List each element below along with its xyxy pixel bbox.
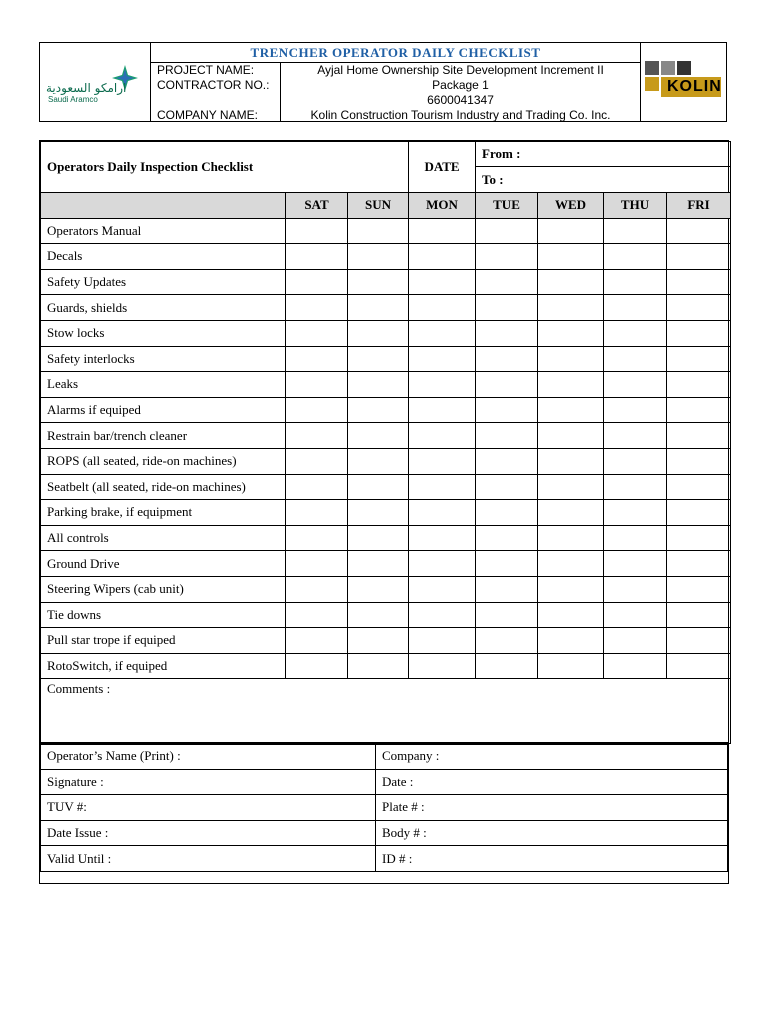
checklist-item-label: Restrain bar/trench cleaner bbox=[41, 423, 286, 449]
checklist-item-label: Decals bbox=[41, 244, 286, 270]
inspection-checklist bbox=[39, 140, 729, 745]
check-cell-tue[interactable] bbox=[476, 551, 538, 577]
checklist-item-row bbox=[41, 474, 731, 500]
check-cell-sat[interactable] bbox=[286, 551, 348, 577]
check-cell-tue[interactable] bbox=[476, 525, 538, 551]
check-cell-tue[interactable] bbox=[476, 295, 538, 321]
check-cell-tue[interactable] bbox=[476, 628, 538, 654]
check-cell-wed[interactable] bbox=[538, 295, 604, 321]
checklist-item-label: Steering Wipers (cab unit) bbox=[41, 576, 286, 602]
check-cell-mon[interactable] bbox=[409, 372, 476, 398]
check-cell-fri[interactable] bbox=[667, 602, 731, 628]
check-cell-tue[interactable] bbox=[476, 653, 538, 679]
check-cell-tue[interactable] bbox=[476, 448, 538, 474]
check-cell-sun[interactable] bbox=[348, 423, 409, 449]
checklist-item-row bbox=[41, 602, 731, 628]
check-cell-fri[interactable] bbox=[667, 269, 731, 295]
checklist-item-row bbox=[41, 500, 731, 526]
check-cell-thu[interactable] bbox=[604, 397, 667, 423]
comments-row bbox=[41, 679, 731, 744]
check-cell-wed[interactable] bbox=[538, 320, 604, 346]
check-cell-tue[interactable] bbox=[476, 423, 538, 449]
check-cell-sat[interactable] bbox=[286, 244, 348, 270]
check-cell-sun[interactable] bbox=[348, 525, 409, 551]
check-cell-sun[interactable] bbox=[348, 269, 409, 295]
day-header-blank bbox=[41, 193, 286, 219]
company-name-label: COMPANY NAME: bbox=[157, 108, 258, 122]
check-cell-thu[interactable] bbox=[604, 525, 667, 551]
check-cell-thu[interactable] bbox=[604, 346, 667, 372]
contractor-no-value: 6600041347 bbox=[427, 93, 494, 107]
check-cell-tue[interactable] bbox=[476, 397, 538, 423]
checklist-item-row bbox=[41, 448, 731, 474]
operator-detail-row bbox=[41, 769, 728, 795]
check-cell-fri[interactable] bbox=[667, 397, 731, 423]
check-cell-mon[interactable] bbox=[409, 269, 476, 295]
aramco-arabic-text: ارامكو السعودية bbox=[46, 81, 127, 95]
check-cell-tue[interactable] bbox=[476, 576, 538, 602]
check-cell-sun[interactable] bbox=[348, 244, 409, 270]
checklist-item-label: Stow locks bbox=[41, 320, 286, 346]
checklist-item-row bbox=[41, 525, 731, 551]
check-cell-fri[interactable] bbox=[667, 474, 731, 500]
checklist-item-row bbox=[41, 423, 731, 449]
check-cell-wed[interactable] bbox=[538, 372, 604, 398]
check-cell-sat[interactable] bbox=[286, 372, 348, 398]
check-cell-thu[interactable] bbox=[604, 295, 667, 321]
checklist-item-label: Parking brake, if equipment bbox=[41, 500, 286, 526]
operator-detail-field[interactable]: Company : bbox=[376, 744, 728, 770]
kolin-logo-text: KOLIN bbox=[667, 78, 722, 95]
date-label: DATE bbox=[409, 142, 476, 193]
operator-detail-row bbox=[41, 795, 728, 821]
check-cell-mon[interactable] bbox=[409, 602, 476, 628]
check-cell-tue[interactable] bbox=[476, 346, 538, 372]
check-cell-sat[interactable] bbox=[286, 576, 348, 602]
check-cell-thu[interactable] bbox=[604, 474, 667, 500]
check-cell-mon[interactable] bbox=[409, 576, 476, 602]
check-cell-thu[interactable] bbox=[604, 448, 667, 474]
comments-field[interactable]: Comments : bbox=[41, 679, 731, 744]
check-cell-sat[interactable] bbox=[286, 346, 348, 372]
checklist-item-label: All controls bbox=[41, 525, 286, 551]
check-cell-fri[interactable] bbox=[667, 576, 731, 602]
check-cell-sun[interactable] bbox=[348, 448, 409, 474]
operator-detail-field[interactable]: Body # : bbox=[376, 820, 728, 846]
check-cell-tue[interactable] bbox=[476, 602, 538, 628]
check-cell-sat[interactable] bbox=[286, 602, 348, 628]
checklist-item-label: RotoSwitch, if equiped bbox=[41, 653, 286, 679]
checklist-item-label: Alarms if equiped bbox=[41, 397, 286, 423]
day-header-tue: TUE bbox=[476, 193, 538, 219]
check-cell-wed[interactable] bbox=[538, 397, 604, 423]
check-cell-mon[interactable] bbox=[409, 628, 476, 654]
checklist-item-row bbox=[41, 295, 731, 321]
check-cell-fri[interactable] bbox=[667, 628, 731, 654]
check-cell-wed[interactable] bbox=[538, 653, 604, 679]
day-header-thu: THU bbox=[604, 193, 667, 219]
check-cell-wed[interactable] bbox=[538, 218, 604, 244]
check-cell-mon[interactable] bbox=[409, 295, 476, 321]
checklist-table bbox=[40, 141, 731, 744]
saudi-aramco-logo bbox=[40, 43, 151, 121]
check-cell-tue[interactable] bbox=[476, 500, 538, 526]
check-cell-wed[interactable] bbox=[538, 474, 604, 500]
checklist-item-row bbox=[41, 320, 731, 346]
check-cell-wed[interactable] bbox=[538, 269, 604, 295]
checklist-item-label: Leaks bbox=[41, 372, 286, 398]
check-cell-wed[interactable] bbox=[538, 628, 604, 654]
kolin-logo bbox=[641, 43, 726, 121]
check-cell-sat[interactable] bbox=[286, 320, 348, 346]
operator-detail-field[interactable]: ID # : bbox=[376, 846, 728, 872]
check-cell-mon[interactable] bbox=[409, 448, 476, 474]
check-cell-tue[interactable] bbox=[476, 474, 538, 500]
checklist-item-label: Pull star trope if equiped bbox=[41, 628, 286, 654]
day-header-fri: FRI bbox=[667, 193, 731, 219]
check-cell-mon[interactable] bbox=[409, 346, 476, 372]
check-cell-sat[interactable] bbox=[286, 500, 348, 526]
checklist-item-row bbox=[41, 244, 731, 270]
checklist-item-row bbox=[41, 653, 731, 679]
aramco-english-text: Saudi Aramco bbox=[48, 95, 98, 104]
document-header bbox=[39, 42, 727, 122]
check-cell-fri[interactable] bbox=[667, 295, 731, 321]
checklist-item-label: Safety interlocks bbox=[41, 346, 286, 372]
check-cell-mon[interactable] bbox=[409, 397, 476, 423]
checklist-item-row bbox=[41, 551, 731, 577]
check-cell-mon[interactable] bbox=[409, 218, 476, 244]
check-cell-sun[interactable] bbox=[348, 397, 409, 423]
check-cell-sat[interactable] bbox=[286, 269, 348, 295]
check-cell-tue[interactable] bbox=[476, 218, 538, 244]
check-cell-mon[interactable] bbox=[409, 244, 476, 270]
check-cell-thu[interactable] bbox=[604, 500, 667, 526]
check-cell-fri[interactable] bbox=[667, 653, 731, 679]
check-cell-wed[interactable] bbox=[538, 576, 604, 602]
check-cell-wed[interactable] bbox=[538, 525, 604, 551]
check-cell-mon[interactable] bbox=[409, 500, 476, 526]
checklist-item-row bbox=[41, 218, 731, 244]
checklist-item-row bbox=[41, 372, 731, 398]
operator-detail-field[interactable]: Plate # : bbox=[376, 795, 728, 821]
check-cell-sun[interactable] bbox=[348, 628, 409, 654]
checklist-item-label: Ground Drive bbox=[41, 551, 286, 577]
check-cell-wed[interactable] bbox=[538, 244, 604, 270]
check-cell-fri[interactable] bbox=[667, 551, 731, 577]
check-cell-tue[interactable] bbox=[476, 372, 538, 398]
project-name-value: Ayjal Home Ownership Site Development Increment II bbox=[317, 63, 604, 77]
operator-details bbox=[39, 742, 729, 884]
check-cell-thu[interactable] bbox=[604, 269, 667, 295]
check-cell-thu[interactable] bbox=[604, 372, 667, 398]
check-cell-thu[interactable] bbox=[604, 653, 667, 679]
check-cell-wed[interactable] bbox=[538, 500, 604, 526]
check-cell-thu[interactable] bbox=[604, 576, 667, 602]
check-cell-fri[interactable] bbox=[667, 500, 731, 526]
checklist-item-label: ROPS (all seated, ride-on machines) bbox=[41, 448, 286, 474]
check-cell-wed[interactable] bbox=[538, 551, 604, 577]
check-cell-sun[interactable] bbox=[348, 474, 409, 500]
operator-detail-row bbox=[41, 820, 728, 846]
operator-detail-row bbox=[41, 846, 728, 872]
operator-detail-field[interactable]: Valid Until : bbox=[41, 846, 376, 872]
check-cell-mon[interactable] bbox=[409, 474, 476, 500]
project-name-label: PROJECT NAME: bbox=[157, 63, 255, 77]
check-cell-sat[interactable] bbox=[286, 628, 348, 654]
check-cell-tue[interactable] bbox=[476, 269, 538, 295]
check-cell-fri[interactable] bbox=[667, 320, 731, 346]
check-cell-sat[interactable] bbox=[286, 448, 348, 474]
day-header-mon: MON bbox=[409, 193, 476, 219]
header-labels bbox=[151, 63, 281, 121]
check-cell-sat[interactable] bbox=[286, 525, 348, 551]
check-cell-thu[interactable] bbox=[604, 602, 667, 628]
day-header-sat: SAT bbox=[286, 193, 348, 219]
date-from-field[interactable]: From : bbox=[476, 142, 730, 167]
check-cell-fri[interactable] bbox=[667, 448, 731, 474]
check-cell-mon[interactable] bbox=[409, 551, 476, 577]
contractor-no-label: CONTRACTOR NO.: bbox=[157, 78, 270, 92]
check-cell-thu[interactable] bbox=[604, 320, 667, 346]
check-cell-sun[interactable] bbox=[348, 346, 409, 372]
check-cell-sun[interactable] bbox=[348, 576, 409, 602]
check-cell-fri[interactable] bbox=[667, 218, 731, 244]
check-cell-thu[interactable] bbox=[604, 628, 667, 654]
check-cell-sun[interactable] bbox=[348, 372, 409, 398]
check-cell-mon[interactable] bbox=[409, 653, 476, 679]
package-value: Package 1 bbox=[432, 78, 489, 92]
operator-details-table bbox=[40, 743, 728, 872]
check-cell-sun[interactable] bbox=[348, 320, 409, 346]
check-cell-thu[interactable] bbox=[604, 218, 667, 244]
check-cell-sat[interactable] bbox=[286, 397, 348, 423]
checklist-item-row bbox=[41, 346, 731, 372]
check-cell-sat[interactable] bbox=[286, 218, 348, 244]
checklist-item-label: Seatbelt (all seated, ride-on machines) bbox=[41, 474, 286, 500]
checklist-item-row bbox=[41, 397, 731, 423]
operator-detail-field[interactable]: Date : bbox=[376, 769, 728, 795]
check-cell-fri[interactable] bbox=[667, 525, 731, 551]
check-cell-thu[interactable] bbox=[604, 244, 667, 270]
check-cell-sat[interactable] bbox=[286, 295, 348, 321]
check-cell-wed[interactable] bbox=[538, 602, 604, 628]
check-cell-mon[interactable] bbox=[409, 320, 476, 346]
checklist-title: Operators Daily Inspection Checklist bbox=[41, 142, 409, 193]
company-name-value: Kolin Construction Tourism Industry and Trading Co. Inc. bbox=[310, 108, 611, 122]
check-cell-sun[interactable] bbox=[348, 602, 409, 628]
check-cell-thu[interactable] bbox=[604, 423, 667, 449]
checklist-item-row bbox=[41, 269, 731, 295]
check-cell-sun[interactable] bbox=[348, 551, 409, 577]
check-cell-sun[interactable] bbox=[348, 653, 409, 679]
day-header-row bbox=[41, 193, 731, 219]
check-cell-sun[interactable] bbox=[348, 218, 409, 244]
operator-detail-field[interactable]: Date Issue : bbox=[41, 820, 376, 846]
check-cell-mon[interactable] bbox=[409, 525, 476, 551]
check-cell-sat[interactable] bbox=[286, 653, 348, 679]
header-values bbox=[281, 63, 640, 121]
checklist-item-label: Tie downs bbox=[41, 602, 286, 628]
check-cell-sat[interactable] bbox=[286, 474, 348, 500]
operator-detail-row bbox=[41, 744, 728, 770]
header-center bbox=[151, 43, 641, 121]
check-cell-wed[interactable] bbox=[538, 423, 604, 449]
operator-detail-field[interactable]: Operator’s Name (Print) : bbox=[41, 744, 376, 770]
check-cell-mon[interactable] bbox=[409, 423, 476, 449]
check-cell-fri[interactable] bbox=[667, 346, 731, 372]
day-header-sun: SUN bbox=[348, 193, 409, 219]
date-range-cell bbox=[476, 142, 731, 193]
check-cell-fri[interactable] bbox=[667, 372, 731, 398]
check-cell-sat[interactable] bbox=[286, 423, 348, 449]
checklist-item-row bbox=[41, 628, 731, 654]
checklist-title-row bbox=[41, 142, 731, 193]
check-cell-fri[interactable] bbox=[667, 423, 731, 449]
check-cell-thu[interactable] bbox=[604, 551, 667, 577]
operator-detail-field[interactable]: Signature : bbox=[41, 769, 376, 795]
operator-detail-field[interactable]: TUV #: bbox=[41, 795, 376, 821]
check-cell-wed[interactable] bbox=[538, 346, 604, 372]
checklist-item-label: Guards, shields bbox=[41, 295, 286, 321]
check-cell-sun[interactable] bbox=[348, 500, 409, 526]
document-title: TRENCHER OPERATOR DAILY CHECKLIST bbox=[151, 43, 640, 63]
date-to-field[interactable]: To : bbox=[482, 172, 504, 187]
check-cell-fri[interactable] bbox=[667, 244, 731, 270]
check-cell-tue[interactable] bbox=[476, 244, 538, 270]
check-cell-wed[interactable] bbox=[538, 448, 604, 474]
checklist-item-label: Safety Updates bbox=[41, 269, 286, 295]
checklist-item-label: Operators Manual bbox=[41, 218, 286, 244]
checklist-item-row bbox=[41, 576, 731, 602]
day-header-wed: WED bbox=[538, 193, 604, 219]
check-cell-tue[interactable] bbox=[476, 320, 538, 346]
check-cell-sun[interactable] bbox=[348, 295, 409, 321]
